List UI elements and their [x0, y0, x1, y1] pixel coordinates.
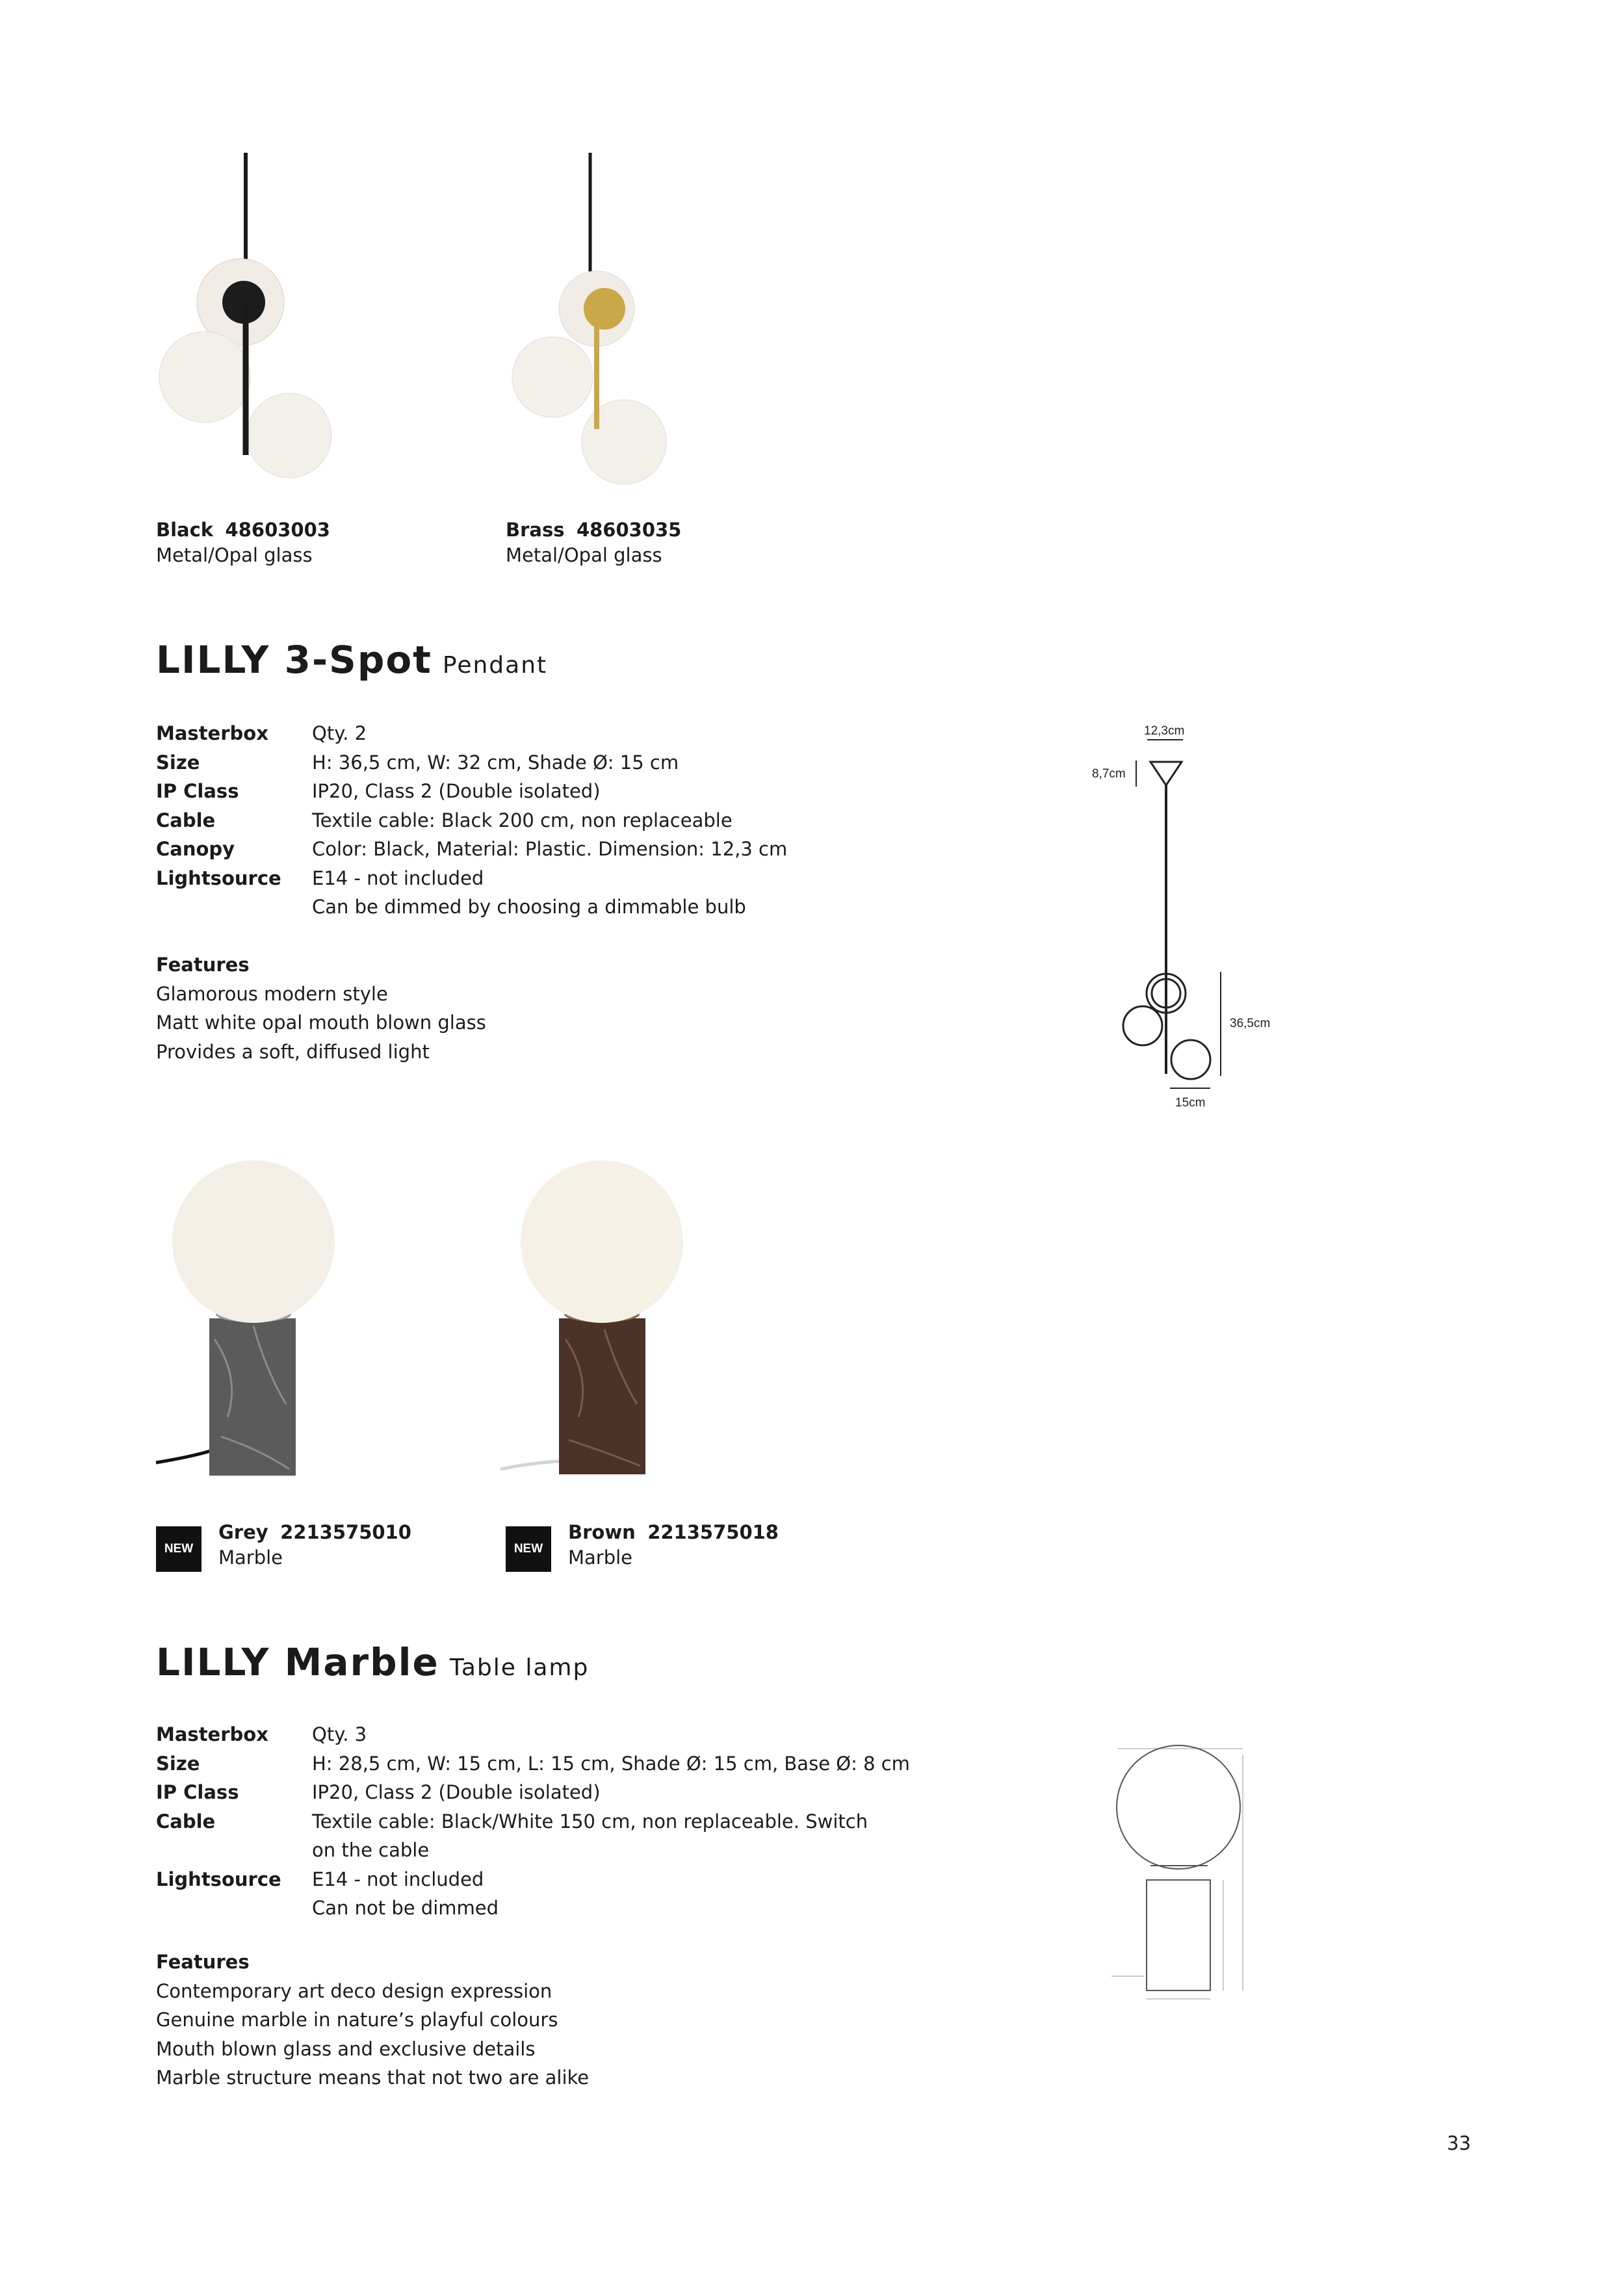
spec-value: E14 - not included	[312, 867, 484, 889]
spec-row	[156, 1865, 923, 1894]
spec-key: Lightsource	[156, 867, 281, 889]
product-type: Table lamp	[449, 1654, 590, 1681]
variant-code: 48603003	[225, 519, 330, 541]
spec-row	[156, 806, 923, 835]
spec-value: Textile cable: Black/White 150 cm, non replaceable. Switch on the cable	[312, 1810, 868, 1861]
product-photo-pendant-black	[149, 150, 409, 501]
spec-value: H: 28,5 cm, W: 15 cm, L: 15 cm, Shade Ø: 15 cm, Base Ø: 8 cm	[312, 1752, 910, 1775]
table-lamp-dimension-drawing	[1105, 1736, 1274, 2009]
product-photo-table-lamp-grey	[149, 1144, 383, 1482]
spec-key: Cable	[156, 809, 216, 831]
spec-row	[156, 748, 923, 777]
product-type: Pendant	[442, 652, 548, 679]
spec-value: E14 - not included	[312, 1868, 484, 1890]
new-badge: NEW	[506, 1526, 551, 1572]
variant-caption-black	[156, 517, 330, 568]
variant-code: 48603035	[576, 519, 682, 541]
feature-item: Contemporary art deco design expression	[156, 1979, 552, 2002]
pendant-features	[156, 950, 486, 1066]
spec-value: Qty. 3	[312, 1723, 367, 1745]
variant-material: Metal/Opal glass	[156, 544, 313, 566]
spec-key: Lightsource	[156, 1868, 281, 1890]
product-photo-pendant-brass	[500, 150, 715, 501]
spec-row	[156, 1778, 923, 1807]
spec-key: Canopy	[156, 838, 235, 860]
dim-canopy-width: 12,3cm	[1144, 724, 1185, 738]
spec-row	[156, 1894, 923, 1923]
pendant-spec-table	[156, 719, 923, 922]
spec-value: Qty. 2	[312, 722, 367, 744]
table-lamp-features	[156, 1948, 589, 2093]
spec-row	[156, 864, 923, 893]
spec-value: Color: Black, Material: Plastic. Dimension: 12,3 cm	[312, 838, 788, 860]
spec-key: Size	[156, 751, 200, 774]
variant-code: 2213575010	[280, 1521, 411, 1543]
variant-caption-brown	[568, 1520, 779, 1571]
variant-color: Grey	[218, 1521, 268, 1543]
feature-item: Provides a soft, diffused light	[156, 1040, 430, 1063]
new-badge: NEW	[156, 1526, 201, 1572]
spec-key: Masterbox	[156, 1723, 268, 1745]
spec-key: Cable	[156, 1810, 216, 1833]
table-lamp-title	[156, 1639, 589, 1691]
spec-key: IP Class	[156, 780, 239, 802]
spec-key: Size	[156, 1752, 200, 1775]
variant-material: Marble	[218, 1546, 283, 1569]
spec-key: IP Class	[156, 1781, 239, 1803]
feature-item: Matt white opal mouth blown glass	[156, 1011, 486, 1034]
variant-color: Brass	[506, 519, 565, 541]
features-heading: Features	[156, 1951, 250, 1973]
variant-caption-brass	[506, 517, 681, 568]
dim-body-height: 36,5cm	[1230, 1017, 1271, 1030]
spec-value: Textile cable: Black 200 cm, non replaceable	[312, 809, 733, 831]
spec-value: IP20, Class 2 (Double isolated)	[312, 1781, 601, 1803]
variant-code: 2213575018	[647, 1521, 779, 1543]
spec-row	[156, 1749, 923, 1779]
spec-row	[156, 777, 923, 806]
spec-row	[156, 835, 923, 864]
dim-shade: 15cm	[1175, 1096, 1206, 1110]
variant-color: Black	[156, 519, 214, 541]
spec-value: Can be dimmed by choosing a dimmable bulb	[312, 896, 746, 918]
feature-item: Mouth blown glass and exclusive details	[156, 2037, 536, 2060]
pendant-title	[156, 637, 547, 688]
spec-row	[156, 719, 923, 748]
feature-item: Genuine marble in nature’s playful colours	[156, 2009, 558, 2031]
spec-row	[156, 1807, 923, 1865]
variant-material: Marble	[568, 1546, 633, 1569]
page-number: 33	[1447, 2132, 1471, 2154]
spec-key	[156, 893, 312, 922]
feature-item: Marble structure means that not two are alike	[156, 2067, 590, 2089]
variant-caption-grey	[218, 1520, 411, 1571]
variant-material: Metal/Opal glass	[506, 544, 662, 566]
table-lamp-spec-table	[156, 1720, 923, 1923]
feature-item: Glamorous modern style	[156, 982, 388, 1005]
variant-color: Brown	[568, 1521, 636, 1543]
product-name: LILLY Marble	[156, 1640, 439, 1684]
dim-canopy-height: 8,7cm	[1092, 767, 1126, 781]
spec-value: H: 36,5 cm, W: 32 cm, Shade Ø: 15 cm	[312, 751, 679, 774]
product-photo-table-lamp-brown	[494, 1144, 728, 1482]
spec-row	[156, 1720, 923, 1749]
pendant-dimension-drawing	[1079, 715, 1300, 1125]
spec-key: Masterbox	[156, 722, 268, 744]
features-heading: Features	[156, 954, 250, 976]
spec-value: Can not be dimmed	[312, 1897, 499, 1919]
spec-key	[156, 1894, 312, 1923]
product-name: LILLY 3-Spot	[156, 638, 432, 682]
spec-value: IP20, Class 2 (Double isolated)	[312, 780, 601, 802]
spec-row	[156, 893, 923, 922]
